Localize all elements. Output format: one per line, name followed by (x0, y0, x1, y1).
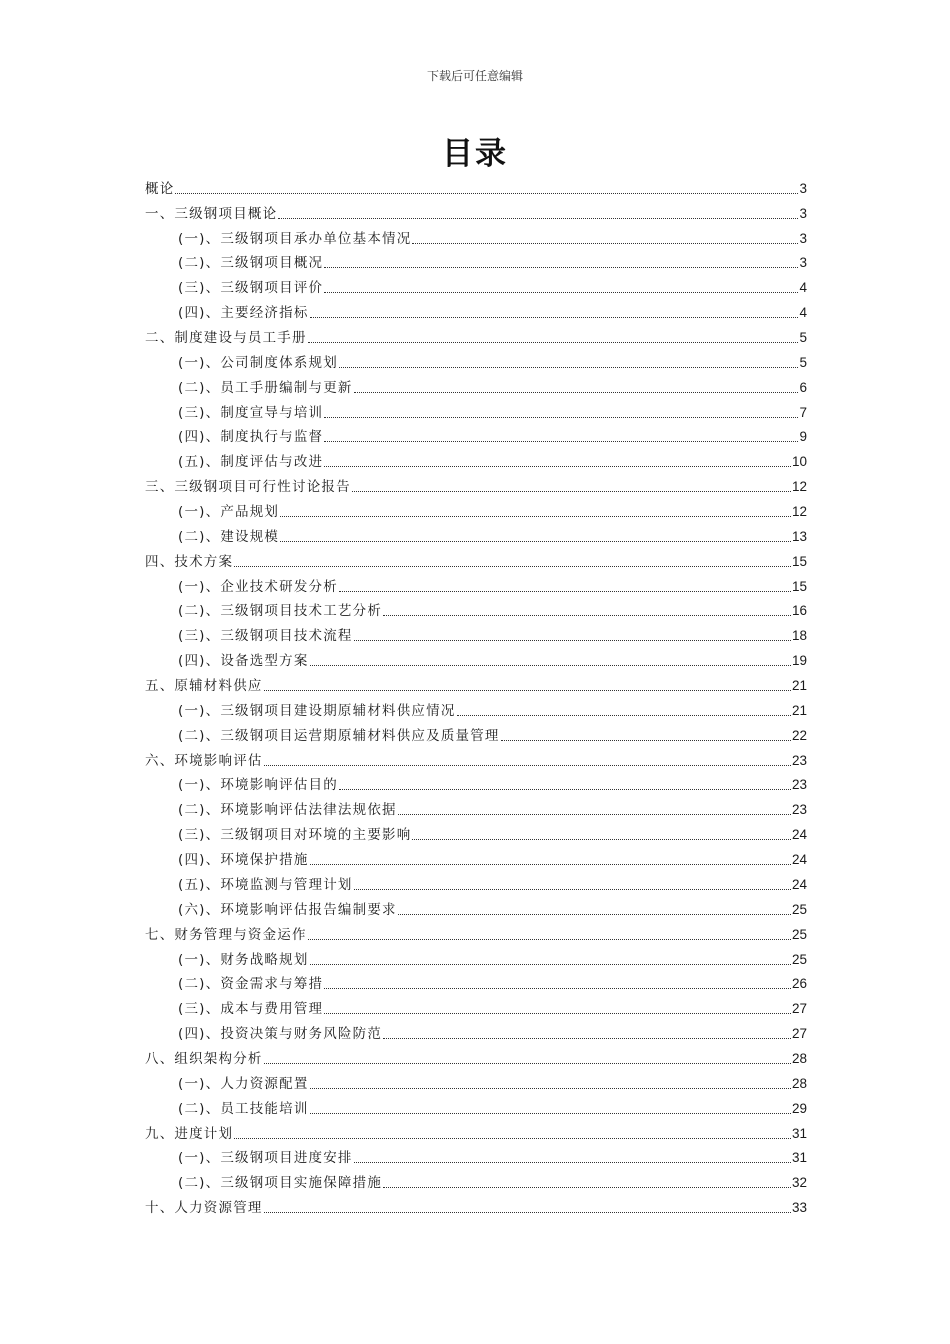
toc-page-number: 25 (791, 926, 807, 942)
toc-page-number: 3 (799, 230, 807, 246)
toc-page-number: 29 (791, 1100, 807, 1116)
toc-entry[interactable] (145, 895, 807, 920)
toc-entry[interactable] (145, 547, 807, 572)
toc-entry-title: (三)、三级钢项目对环境的主要影响 (178, 827, 412, 844)
toc-entry-title: (四)、投资决策与财务风险防范 (178, 1026, 383, 1043)
toc-dot-leader (310, 964, 791, 965)
toc-page-number: 26 (791, 976, 807, 992)
toc-page-number: 23 (791, 802, 807, 818)
toc-dot-leader (354, 889, 791, 890)
toc-page-number: 27 (791, 1001, 807, 1017)
toc-page-number: 33 (791, 1200, 807, 1216)
toc-entry-title: (二)、员工手册编制与更新 (178, 379, 353, 396)
toc-entry[interactable] (145, 1119, 807, 1144)
toc-entry[interactable] (145, 1044, 807, 1069)
toc-dot-leader (308, 342, 799, 343)
toc-dot-leader (310, 864, 791, 865)
toc-dot-leader (264, 1063, 791, 1064)
toc-dot-leader (310, 1113, 791, 1114)
toc-dot-leader (412, 243, 798, 244)
toc-entry-title: (二)、三级钢项目技术工艺分析 (178, 603, 383, 620)
toc-page-number: 18 (791, 628, 807, 644)
toc-entry-title: 十、人力资源管理 (145, 1200, 263, 1217)
toc-page-number: 24 (791, 876, 807, 892)
toc-dot-leader (354, 392, 799, 393)
toc-entry[interactable] (145, 572, 807, 597)
toc-entry-title: (一)、三级钢项目建设期原辅材料供应情况 (178, 702, 456, 719)
toc-entry[interactable] (145, 224, 807, 249)
toc-dot-leader (310, 317, 799, 318)
toc-entry[interactable] (145, 522, 807, 547)
toc-entry[interactable] (145, 423, 807, 448)
toc-entry[interactable] (145, 273, 807, 298)
toc-entry[interactable] (145, 373, 807, 398)
toc-entry-title: (一)、三级钢项目进度安排 (178, 1150, 353, 1167)
toc-entry-title: (三)、三级钢项目技术流程 (178, 628, 353, 645)
toc-entry-title: 七、财务管理与资金运作 (145, 926, 307, 943)
toc-entry-title: (二)、环境影响评估法律法规依据 (178, 802, 397, 819)
toc-entry[interactable] (145, 323, 807, 348)
toc-page-number: 24 (791, 827, 807, 843)
toc-dot-leader (264, 765, 791, 766)
toc-dot-leader (501, 740, 791, 741)
toc-dot-leader (324, 1013, 791, 1014)
toc-dot-leader (278, 218, 798, 219)
toc-entry[interactable] (145, 597, 807, 622)
toc-entry[interactable] (145, 994, 807, 1019)
toc-entry[interactable] (145, 870, 807, 895)
toc-dot-leader (383, 1038, 791, 1039)
toc-dot-leader (280, 516, 791, 517)
toc-entry[interactable] (145, 746, 807, 771)
toc-entry[interactable] (145, 771, 807, 796)
toc-page-number: 21 (791, 702, 807, 718)
toc-dot-leader (339, 367, 799, 368)
toc-page-number: 16 (791, 603, 807, 619)
toc-entry-title: (五)、环境监测与管理计划 (178, 876, 353, 893)
toc-entry-title: (一)、三级钢项目承办单位基本情况 (178, 230, 412, 247)
toc-dot-leader (339, 591, 791, 592)
toc-page-number: 9 (799, 429, 807, 445)
toc-dot-leader (324, 988, 791, 989)
toc-entry[interactable] (145, 795, 807, 820)
toc-page-number: 31 (791, 1125, 807, 1141)
toc-entry-title: 三、三级钢项目可行性讨论报告 (145, 479, 351, 496)
toc-entry[interactable] (145, 845, 807, 870)
toc-dot-leader (264, 1212, 791, 1213)
toc-entry[interactable] (145, 1019, 807, 1044)
toc-page-number: 13 (791, 528, 807, 544)
toc-entry-title: (二)、员工技能培训 (178, 1100, 309, 1117)
toc-dot-leader (324, 292, 798, 293)
toc-entry-title: (一)、企业技术研发分析 (178, 578, 338, 595)
toc-page-number: 25 (791, 951, 807, 967)
toc-page-number: 25 (791, 901, 807, 917)
toc-dot-leader (352, 491, 791, 492)
toc-dot-leader (457, 715, 791, 716)
toc-entry-title: (二)、建设规模 (178, 528, 280, 545)
toc-entry-title: (一)、产品规划 (178, 504, 280, 521)
toc-entry[interactable] (145, 249, 807, 274)
toc-dot-leader (398, 814, 791, 815)
toc-entry-title: 概论 (145, 180, 175, 197)
toc-entry-title: (二)、三级钢项目运营期原辅材料供应及质量管理 (178, 727, 500, 744)
toc-page-number: 22 (791, 727, 807, 743)
toc-entry-title: 九、进度计划 (145, 1125, 234, 1142)
toc-entry[interactable] (145, 472, 807, 497)
toc-dot-leader (280, 541, 791, 542)
toc-entry[interactable] (145, 199, 807, 224)
toc-page-number: 21 (791, 678, 807, 694)
toc-page-number: 12 (791, 504, 807, 520)
header-note: 下载后可任意编辑 (426, 69, 523, 83)
toc-entry-title: (四)、制度执行与监督 (178, 429, 324, 446)
toc-entry-title: 二、制度建设与员工手册 (145, 330, 307, 347)
toc-entry-title: (二)、资金需求与筹措 (178, 976, 324, 993)
toc-page-number: 24 (791, 852, 807, 868)
toc-entry-title: (三)、成本与费用管理 (178, 1001, 324, 1018)
toc-entry[interactable] (145, 970, 807, 995)
toc-entry-title: 四、技术方案 (145, 553, 234, 570)
toc-entry-title: (三)、制度宣导与培训 (178, 404, 324, 421)
toc-entry-title: (一)、公司制度体系规划 (178, 354, 338, 371)
toc-entry-title: 一、三级钢项目概论 (145, 205, 278, 222)
toc-entry[interactable] (145, 497, 807, 522)
toc-dot-leader (324, 441, 798, 442)
toc-entry-title: (二)、三级钢项目概况 (178, 255, 324, 272)
toc-page-number: 31 (791, 1150, 807, 1166)
toc-dot-leader (175, 193, 798, 194)
toc-page-number: 28 (791, 1075, 807, 1091)
toc-entry-title: (四)、环境保护措施 (178, 852, 309, 869)
toc-page-number: 12 (791, 479, 807, 495)
toc-entry-title: (一)、财务战略规划 (178, 951, 309, 968)
toc-dot-leader (383, 615, 791, 616)
toc-page-number: 23 (791, 752, 807, 768)
toc-entry-title: (三)、三级钢项目评价 (178, 280, 324, 297)
toc-entry-title: (四)、主要经济指标 (178, 305, 309, 322)
toc-dot-leader (383, 1187, 791, 1188)
toc-entry[interactable] (145, 348, 807, 373)
toc-entry[interactable] (145, 398, 807, 423)
toc-entry[interactable] (145, 298, 807, 323)
toc-dot-leader (264, 690, 791, 691)
toc-dot-leader (354, 1162, 791, 1163)
toc-page-number: 28 (791, 1050, 807, 1066)
toc-dot-leader (234, 1138, 791, 1139)
toc-dot-leader (310, 1088, 791, 1089)
toc-dot-leader (308, 939, 791, 940)
toc-entry-title: 六、环境影响评估 (145, 752, 263, 769)
toc-entry[interactable] (145, 1094, 807, 1119)
toc-dot-leader (310, 665, 791, 666)
toc-dot-leader (324, 466, 791, 467)
toc-page-number: 15 (791, 578, 807, 594)
toc-entry-title: (五)、制度评估与改进 (178, 454, 324, 471)
toc-page-number: 23 (791, 777, 807, 793)
toc-entry[interactable] (145, 671, 807, 696)
toc-page-number: 5 (799, 354, 807, 370)
table-of-contents (145, 174, 807, 1218)
toc-dot-leader (339, 789, 791, 790)
toc-entry-title: 八、组织架构分析 (145, 1050, 263, 1067)
toc-page-number: 7 (799, 404, 807, 420)
toc-page-number: 3 (799, 205, 807, 221)
toc-page-number: 3 (799, 180, 807, 196)
toc-page-number: 3 (799, 255, 807, 271)
toc-page-number: 27 (791, 1026, 807, 1042)
toc-dot-leader (398, 914, 791, 915)
toc-dot-leader (412, 839, 791, 840)
toc-page-number: 4 (799, 305, 807, 321)
toc-entry[interactable] (145, 920, 807, 945)
toc-entry[interactable] (145, 820, 807, 845)
toc-entry[interactable] (145, 696, 807, 721)
toc-entry[interactable] (145, 646, 807, 671)
toc-entry[interactable] (145, 174, 807, 199)
toc-entry[interactable] (145, 1144, 807, 1169)
toc-page-number: 15 (791, 553, 807, 569)
toc-entry[interactable] (145, 1193, 807, 1218)
toc-page-number: 32 (791, 1175, 807, 1191)
toc-dot-leader (354, 640, 791, 641)
toc-entry[interactable] (145, 447, 807, 472)
toc-page-number: 10 (791, 454, 807, 470)
toc-entry[interactable] (145, 721, 807, 746)
toc-dot-leader (234, 566, 791, 567)
toc-entry[interactable] (145, 621, 807, 646)
toc-entry-title: (一)、人力资源配置 (178, 1075, 309, 1092)
toc-page-number: 5 (799, 330, 807, 346)
toc-page-number: 6 (799, 379, 807, 395)
toc-page-number: 19 (791, 653, 807, 669)
toc-entry[interactable] (145, 1168, 807, 1193)
toc-entry[interactable] (145, 945, 807, 970)
toc-entry-title: (二)、三级钢项目实施保障措施 (178, 1175, 383, 1192)
page-title: 目录 (442, 136, 508, 172)
toc-page-number: 4 (799, 280, 807, 296)
toc-entry-title: (四)、设备选型方案 (178, 653, 309, 670)
toc-entry[interactable] (145, 1069, 807, 1094)
toc-entry-title: 五、原辅材料供应 (145, 678, 263, 695)
toc-dot-leader (324, 267, 798, 268)
toc-entry-title: (六)、环境影响评估报告编制要求 (178, 901, 397, 918)
toc-entry-title: (一)、环境影响评估目的 (178, 777, 338, 794)
toc-dot-leader (324, 417, 798, 418)
